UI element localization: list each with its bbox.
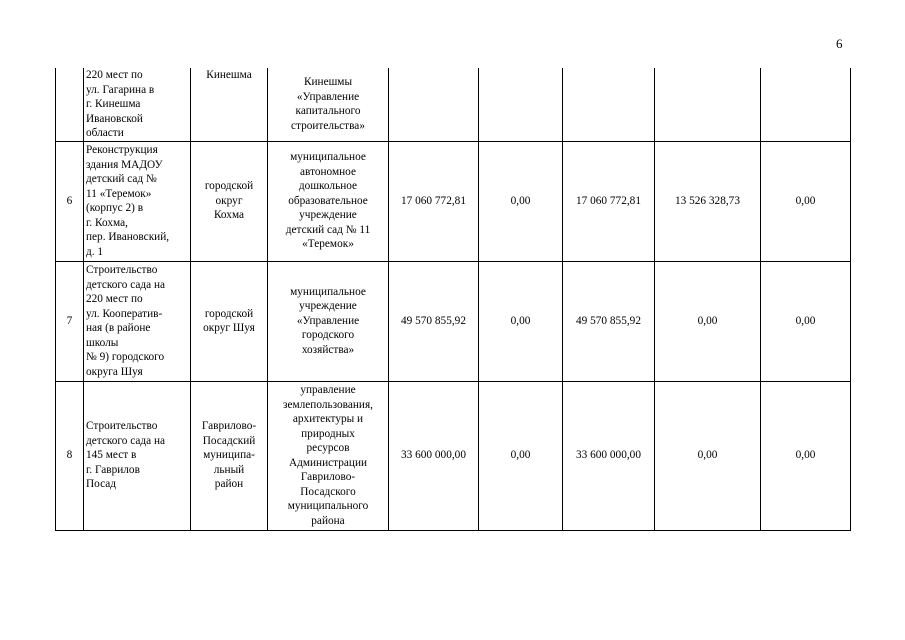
row-number [56,68,84,141]
object-name-text: Строительство детского сада на 145 мест в г. Гаврилов Посад [86,420,166,491]
customer-text: муниципальное автономное дошкольное образовательное учреждение детский сад № 11 «Теремок» [285,151,371,251]
municipality-text: городской округ Шуя [203,307,255,334]
value-1: 33 600 000,00 [389,381,479,530]
customer [268,141,389,261]
value-4: 0,00 [655,381,761,530]
object-name [84,381,191,530]
value-1: 49 570 855,92 [389,261,479,381]
value-4: 0,00 [655,261,761,381]
customer-text: муниципальное учреждение «Управление городского хозяйства» [290,285,366,356]
value-2: 0,00 [479,261,563,381]
table-row [56,68,851,141]
customer-text: Кинешмы «Управление капитального строительства» [291,76,365,132]
value-2 [479,68,563,141]
value-1: 17 060 772,81 [389,141,479,261]
row-number: 7 [56,261,84,381]
value-2: 0,00 [479,141,563,261]
row-number: 8 [56,381,84,530]
municipality [191,261,268,381]
financing-table [55,68,851,531]
object-name-text: 220 мест по ул. Гагарина в г. Кинешма Ивановской области [86,69,155,139]
value-3: 17 060 772,81 [563,141,655,261]
customer-text: управление землепользования, архитектуры и природных ресурсов Администрации Гаврилово- Посадского муниципального района [283,384,373,527]
municipality [191,68,268,141]
row-number: 6 [56,141,84,261]
value-5 [761,68,851,141]
municipality [191,381,268,530]
customer [268,68,389,141]
value-3: 33 600 000,00 [563,381,655,530]
value-4: 13 526 328,73 [655,141,761,261]
municipality-text: Кинешма [206,69,252,81]
value-5: 0,00 [761,141,851,261]
value-3 [563,68,655,141]
value-3: 49 570 855,92 [563,261,655,381]
object-name [84,261,191,381]
table-row [56,141,851,261]
value-4 [655,68,761,141]
table-row [56,381,851,530]
customer [268,261,389,381]
municipality-text: Гаврилово- Посадский муниципа- льный район [201,420,257,491]
object-name [84,68,191,141]
object-name-text: Строительство детского сада на 220 мест по ул. Кооператив- ная (в районе школы № 9) городского округа Шуя [86,264,166,378]
value-5: 0,00 [761,381,851,530]
object-name-text: Реконструкция здания МАДОУ детский сад № 11 «Теремок» (корпус 2) в г. Кохма, пер. Ивановский, д. 1 [86,144,170,258]
municipality [191,141,268,261]
page-number: 6 [836,36,843,51]
municipality-text: городской округ Кохма [204,180,254,222]
object-name [84,141,191,261]
value-2: 0,00 [479,381,563,530]
value-1 [389,68,479,141]
table-row [56,261,851,381]
customer [268,381,389,530]
value-5: 0,00 [761,261,851,381]
